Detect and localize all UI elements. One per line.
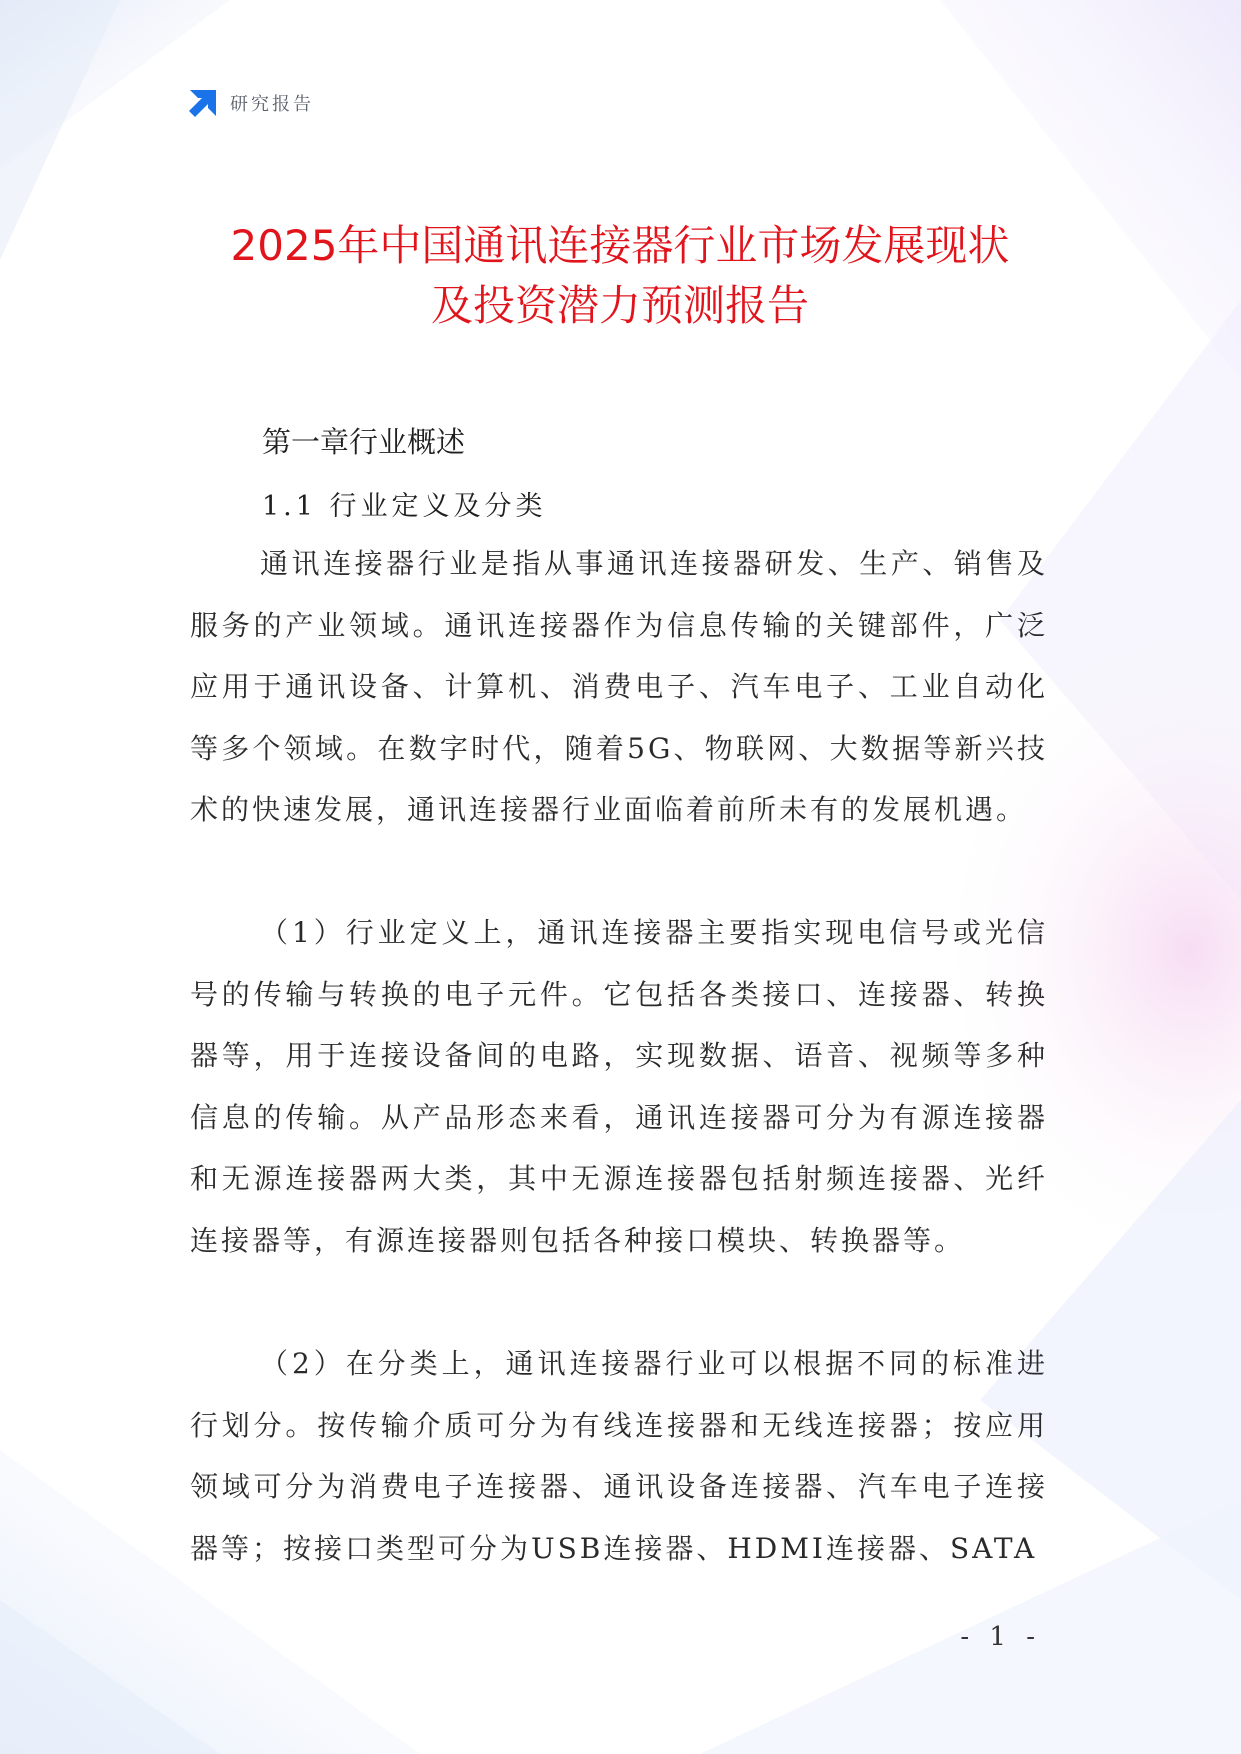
header-label: 研究报告	[230, 94, 314, 115]
report-title	[120, 216, 1120, 336]
report-title-line-2: 及投资潜力预测报告	[430, 281, 809, 330]
report-header	[186, 86, 314, 120]
report-title-line-1: 2025年中国通讯连接器行业市场发展现状	[230, 221, 1010, 270]
section-heading: 1.1 行业定义及分类	[262, 491, 547, 522]
body-paragraph: 通讯连接器行业是指从事通讯连接器研发、生产、销售及服务的产业领域。通讯连接器作为信息传输的关键部件，广泛应用于通讯设备、计算机、消费电子、汽车电子、工业自动化等多个领域。在数字时代，随着5G、物联网、大数据等新兴技术的快速发展，通讯连接器行业面临着前所未有的发展机遇。	[190, 547, 1048, 826]
body-paragraph: （2）在分类上，通讯连接器行业可以根据不同的标准进行划分。按传输介质可分为有线连接器和无线连接器；按应用领域可分为消费电子连接器、通讯设备连接器、汽车电子连接器等；按接口类型可分为USB连接器、HDMI连接器、SATA	[190, 1347, 1048, 1565]
arrow-up-right-icon	[186, 86, 220, 120]
page-number: - 1 -	[960, 1622, 1041, 1652]
body-paragraph: （1）行业定义上，通讯连接器主要指实现电信号或光信号的传输与转换的电子元件。它包括各类接口、连接器、转换器等，用于连接设备间的电路，实现数据、语音、视频等多种信息的传输。从产品形态来看，通讯连接器可分为有源连接器和无源连接器两大类，其中无源连接器包括射频连接器、光纤连接器等，有源连接器则包括各种接口模块、转换器等。	[190, 916, 1048, 1257]
chapter-heading: 第一章行业概述	[262, 425, 466, 459]
